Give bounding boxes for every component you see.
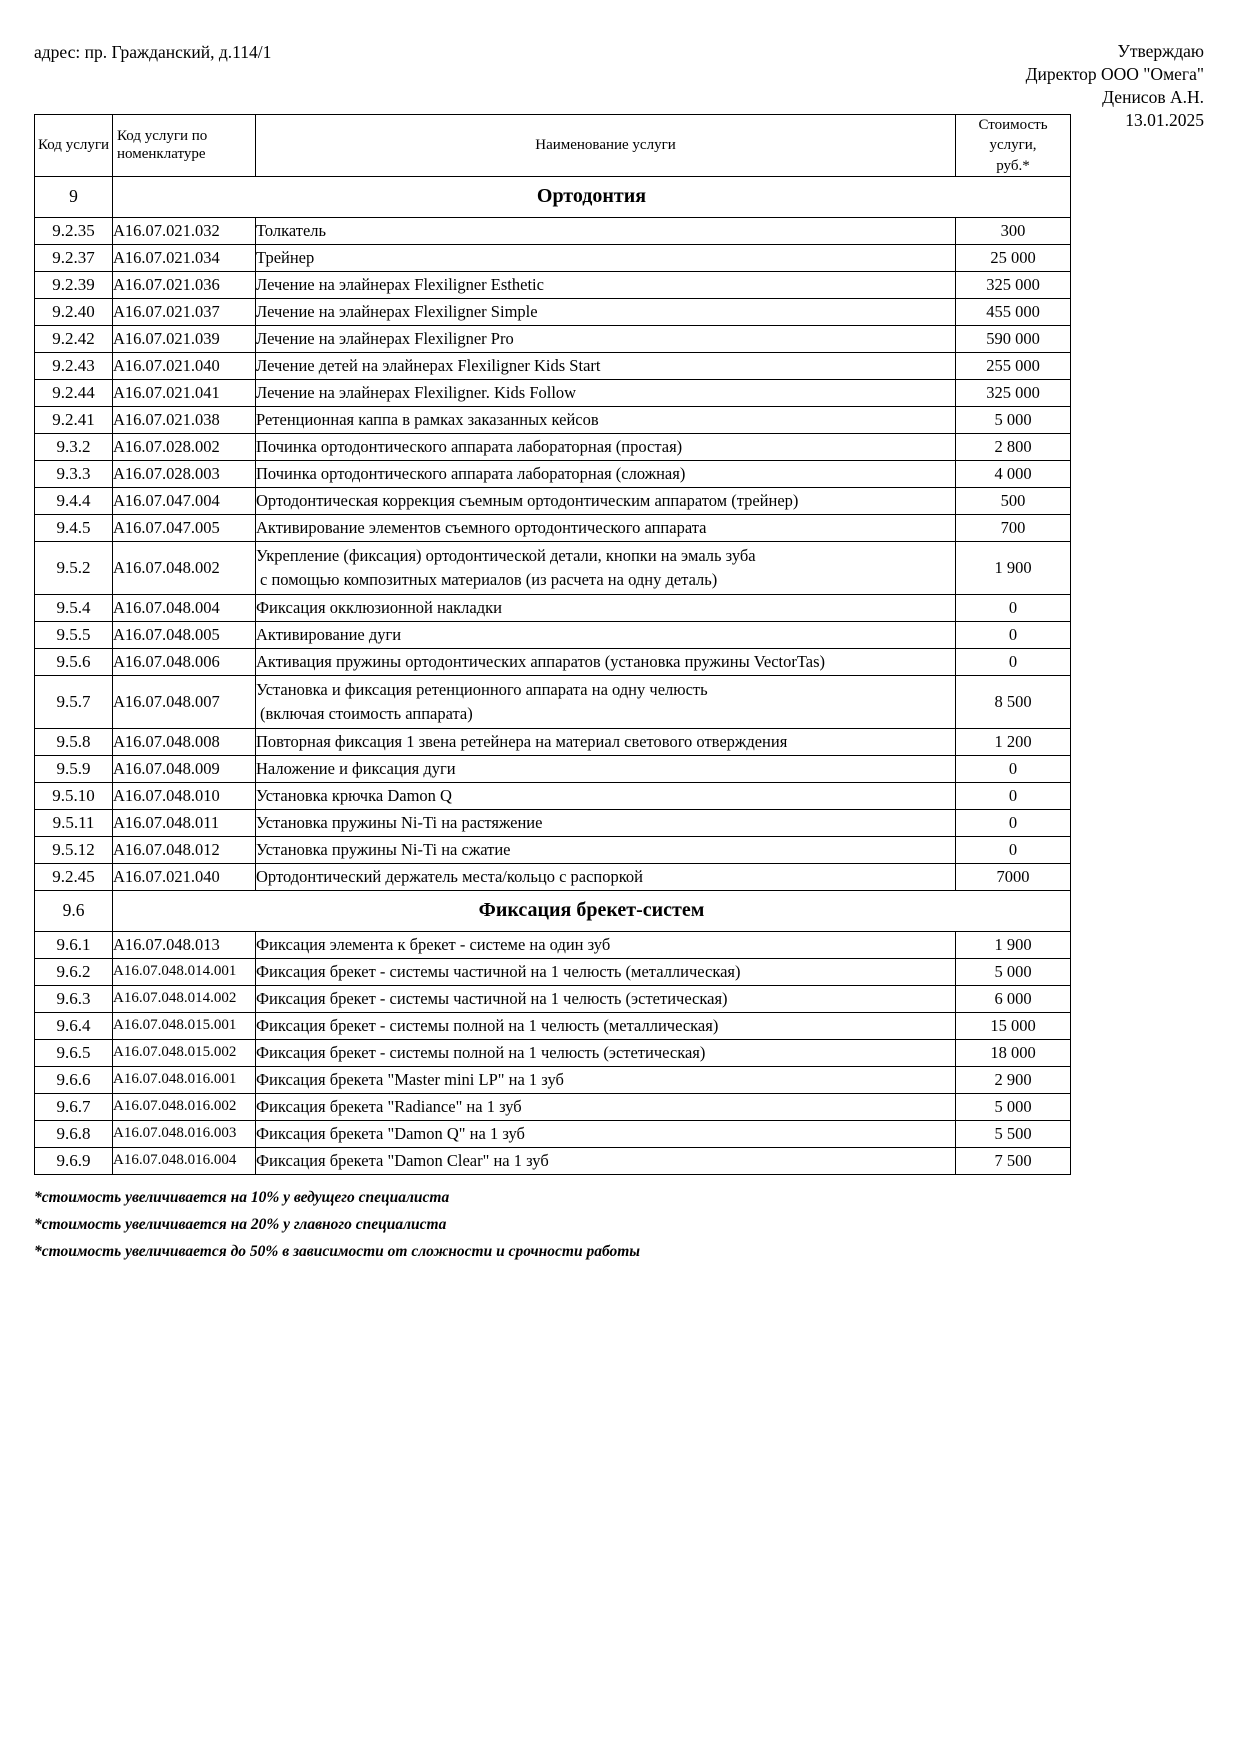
- section-code: 9: [35, 176, 113, 217]
- service-nomenclature-code: А16.07.048.014.002: [113, 985, 256, 1012]
- table-row: [35, 1147, 1071, 1174]
- service-price: 5 000: [956, 1093, 1071, 1120]
- service-name-cell: [256, 809, 956, 836]
- service-code: 9.5.9: [35, 755, 113, 782]
- service-code: 9.2.37: [35, 244, 113, 271]
- service-name: Наложение и фиксация дуги: [256, 758, 456, 778]
- service-name: Лечение на элайнерах Flexiligner Simple: [256, 301, 538, 321]
- service-name: Фиксация брекет - системы частичной на 1 челюсть (металлическая): [256, 961, 741, 981]
- service-name: Фиксация окклюзионной накладки: [256, 597, 502, 617]
- table-row: [35, 460, 1071, 487]
- table-row: [35, 352, 1071, 379]
- service-code: 9.6.2: [35, 958, 113, 985]
- table-header-row: [35, 115, 1071, 177]
- table-row: [35, 433, 1071, 460]
- table-row: [35, 514, 1071, 541]
- footnote-1: *стоимость увеличивается на 20% у главного специалиста: [34, 1215, 447, 1233]
- service-price: 0: [956, 648, 1071, 675]
- service-price: 6 000: [956, 985, 1071, 1012]
- service-name-cell: [256, 1120, 956, 1147]
- table-row: [35, 782, 1071, 809]
- table-row: [35, 1066, 1071, 1093]
- table-row: [35, 621, 1071, 648]
- service-code: 9.6.3: [35, 985, 113, 1012]
- service-name-cell: [256, 755, 956, 782]
- column-header-nomenclature-line1: Код услуги по: [117, 128, 208, 145]
- service-nomenclature-code: А16.07.048.015.001: [113, 1012, 256, 1039]
- table-row: [35, 487, 1071, 514]
- service-name: Установка крючка Damon Q: [256, 785, 452, 805]
- table-row: [35, 406, 1071, 433]
- service-name-cell: [256, 541, 956, 594]
- table-row: [35, 648, 1071, 675]
- service-price: 2 900: [956, 1066, 1071, 1093]
- table-row: [35, 541, 1071, 594]
- service-price: 8 500: [956, 675, 1071, 728]
- service-nomenclature-code: А16.07.047.005: [113, 514, 256, 541]
- service-code: 9.4.4: [35, 487, 113, 514]
- service-price: 1 900: [956, 541, 1071, 594]
- service-nomenclature-code: А16.07.048.006: [113, 648, 256, 675]
- service-name-cell: [256, 325, 956, 352]
- section-row: [35, 890, 1071, 931]
- service-name: Установка пружины Ni-Ti на растяжение: [256, 812, 543, 832]
- service-name: Фиксация элемента к брекет - системе на один зуб: [256, 934, 611, 954]
- service-price: 455 000: [956, 298, 1071, 325]
- section-title: Ортодонтия: [113, 176, 1071, 217]
- service-name-cell: [256, 514, 956, 541]
- service-price: 7 500: [956, 1147, 1071, 1174]
- service-nomenclature-code: А16.07.048.007: [113, 675, 256, 728]
- service-price: 0: [956, 836, 1071, 863]
- service-nomenclature-code: А16.07.021.041: [113, 379, 256, 406]
- service-name: Починка ортодонтического аппарата лабораторная (простая): [256, 436, 683, 456]
- service-name-line2: (включая стоимость аппарата): [260, 703, 473, 723]
- service-name: Ретенционная каппа в рамках заказанных кейсов: [256, 409, 599, 429]
- table-body: [35, 176, 1071, 1174]
- service-price: 0: [956, 621, 1071, 648]
- approval-line-0: Утверждаю: [1117, 41, 1204, 61]
- service-code: 9.5.12: [35, 836, 113, 863]
- table-row: [35, 985, 1071, 1012]
- table-row: [35, 1039, 1071, 1066]
- service-code: 9.3.3: [35, 460, 113, 487]
- table-row: [35, 379, 1071, 406]
- approval-line-3: 13.01.2025: [1125, 110, 1204, 131]
- service-name-cell: [256, 1039, 956, 1066]
- service-name: Починка ортодонтического аппарата лабораторная (сложная): [256, 463, 686, 483]
- service-price: 590 000: [956, 325, 1071, 352]
- service-name-cell: [256, 782, 956, 809]
- service-name-cell: [256, 1093, 956, 1120]
- service-name: Фиксация брекета "Damon Clear" на 1 зуб: [256, 1150, 549, 1170]
- service-code: 9.5.5: [35, 621, 113, 648]
- column-header-nomenclature-line2: номенклатуре: [117, 146, 206, 163]
- table-header: [35, 115, 1071, 177]
- service-name-cell: [256, 836, 956, 863]
- service-name-cell: [256, 1147, 956, 1174]
- service-nomenclature-code: А16.07.021.038: [113, 406, 256, 433]
- service-name-cell: [256, 863, 956, 890]
- service-name-cell: [256, 728, 956, 755]
- service-nomenclature-code: А16.07.048.016.002: [113, 1093, 256, 1120]
- service-code: 9.2.43: [35, 352, 113, 379]
- service-name-cell: [256, 217, 956, 244]
- service-price: 5 500: [956, 1120, 1071, 1147]
- table-row: [35, 217, 1071, 244]
- section-code: 9.6: [35, 890, 113, 931]
- service-name-cell: [256, 931, 956, 958]
- table-row: [35, 271, 1071, 298]
- service-name-cell: [256, 487, 956, 514]
- service-name-cell: [256, 379, 956, 406]
- service-code: 9.6.1: [35, 931, 113, 958]
- service-code: 9.5.6: [35, 648, 113, 675]
- service-name-cell: [256, 958, 956, 985]
- service-price: 500: [956, 487, 1071, 514]
- table-row: [35, 675, 1071, 728]
- service-name: Лечение на элайнерах Flexiligner Esthetic: [256, 274, 544, 294]
- service-name-cell: [256, 298, 956, 325]
- service-price: 2 800: [956, 433, 1071, 460]
- service-name: Трейнер: [256, 247, 315, 267]
- service-price: 325 000: [956, 379, 1071, 406]
- service-name: Фиксация брекета "Radiance" на 1 зуб: [256, 1096, 522, 1116]
- service-nomenclature-code: А16.07.048.015.002: [113, 1039, 256, 1066]
- table-row: [35, 244, 1071, 271]
- service-code: 9.2.39: [35, 271, 113, 298]
- service-code: 9.3.2: [35, 433, 113, 460]
- service-nomenclature-code: А16.07.047.004: [113, 487, 256, 514]
- service-price: 15 000: [956, 1012, 1071, 1039]
- service-nomenclature-code: А16.07.048.009: [113, 755, 256, 782]
- service-nomenclature-code: А16.07.048.016.003: [113, 1120, 256, 1147]
- service-code: 9.6.5: [35, 1039, 113, 1066]
- service-nomenclature-code: А16.07.048.010: [113, 782, 256, 809]
- service-nomenclature-code: А16.07.048.013: [113, 931, 256, 958]
- service-price: 4 000: [956, 460, 1071, 487]
- service-name-cell: [256, 675, 956, 728]
- service-nomenclature-code: А16.07.021.040: [113, 863, 256, 890]
- service-name-cell: [256, 594, 956, 621]
- service-name: Толкатель: [256, 220, 327, 240]
- service-code: 9.2.44: [35, 379, 113, 406]
- service-name: Укрепление (фиксация) ортодонтической детали, кнопки на эмаль зуба: [256, 545, 756, 565]
- service-nomenclature-code: А16.07.021.034: [113, 244, 256, 271]
- service-name: Ортодонтический держатель места/кольцо с распоркой: [256, 866, 644, 886]
- section-title: Фиксация брекет-систем: [113, 890, 1071, 931]
- table-row: [35, 958, 1071, 985]
- service-code: 9.6.4: [35, 1012, 113, 1039]
- approval-line-1: Директор ООО "Омега": [1025, 64, 1204, 85]
- service-price: 1 900: [956, 931, 1071, 958]
- service-nomenclature-code: А16.07.048.014.001: [113, 958, 256, 985]
- table-row: [35, 755, 1071, 782]
- service-nomenclature-code: А16.07.028.002: [113, 433, 256, 460]
- service-price: 700: [956, 514, 1071, 541]
- service-name: Лечение детей на элайнерах Flexiligner Kids Start: [256, 355, 601, 375]
- approval-line-2: Денисов А.Н.: [1102, 87, 1204, 108]
- service-code: 9.2.41: [35, 406, 113, 433]
- table-row: [35, 1012, 1071, 1039]
- table-row: [35, 836, 1071, 863]
- service-name-cell: [256, 271, 956, 298]
- service-name: Лечение на элайнерах Flexiligner Pro: [256, 328, 514, 348]
- service-code: 9.6.7: [35, 1093, 113, 1120]
- service-name: Повторная фиксация 1 звена ретейнера на материал светового отверждения: [256, 731, 788, 751]
- service-code: 9.5.4: [35, 594, 113, 621]
- service-code: 9.6.9: [35, 1147, 113, 1174]
- service-nomenclature-code: А16.07.021.039: [113, 325, 256, 352]
- table-row: [35, 298, 1071, 325]
- table-row: [35, 1093, 1071, 1120]
- service-name: Фиксация брекет - системы частичной на 1 челюсть (эстетическая): [256, 988, 728, 1008]
- service-nomenclature-code: А16.07.048.011: [113, 809, 256, 836]
- service-name-line2: с помощью композитных материалов (из расчета на одну деталь): [260, 569, 718, 589]
- service-code: 9.2.40: [35, 298, 113, 325]
- service-price: 325 000: [956, 271, 1071, 298]
- service-price: 18 000: [956, 1039, 1071, 1066]
- service-nomenclature-code: А16.07.048.002: [113, 541, 256, 594]
- service-code: 9.5.11: [35, 809, 113, 836]
- service-price: 255 000: [956, 352, 1071, 379]
- service-code: 9.5.10: [35, 782, 113, 809]
- service-name-cell: [256, 1012, 956, 1039]
- service-nomenclature-code: А16.07.048.005: [113, 621, 256, 648]
- service-nomenclature-code: А16.07.021.037: [113, 298, 256, 325]
- table-row: [35, 931, 1071, 958]
- approval-block: [1026, 40, 1204, 132]
- service-name: Активирование элементов съемного ортодонтического аппарата: [256, 517, 707, 537]
- service-code: 9.5.2: [35, 541, 113, 594]
- service-price: 0: [956, 594, 1071, 621]
- service-nomenclature-code: А16.07.021.032: [113, 217, 256, 244]
- service-price: 300: [956, 217, 1071, 244]
- service-code: 9.2.42: [35, 325, 113, 352]
- table-row: [35, 594, 1071, 621]
- service-price: 0: [956, 809, 1071, 836]
- service-code: 9.6.8: [35, 1120, 113, 1147]
- service-name-cell: [256, 1066, 956, 1093]
- service-code: 9.6.6: [35, 1066, 113, 1093]
- service-name-cell: [256, 621, 956, 648]
- column-header-service-name: Наименование услуги: [256, 115, 956, 177]
- footnote-2: *стоимость увеличивается до 50% в зависимости от сложности и срочности работы: [34, 1243, 641, 1260]
- service-name: Установка пружины Ni-Ti на сжатие: [256, 839, 511, 859]
- service-code: 9.2.35: [35, 217, 113, 244]
- service-price: 5 000: [956, 406, 1071, 433]
- service-name-cell: [256, 406, 956, 433]
- service-name-cell: [256, 433, 956, 460]
- service-name: Активирование дуги: [256, 624, 402, 644]
- service-name: Установка и фиксация ретенционного аппарата на одну челюсть: [256, 679, 708, 699]
- service-code: 9.2.45: [35, 863, 113, 890]
- service-name-cell: [256, 460, 956, 487]
- service-code: 9.4.5: [35, 514, 113, 541]
- column-header-nomenclature: [113, 115, 256, 177]
- column-header-price-line2: руб.*: [996, 157, 1030, 174]
- service-price: 25 000: [956, 244, 1071, 271]
- service-name: Лечение на элайнерах Flexiligner. Kids Follow: [256, 382, 577, 402]
- service-nomenclature-code: А16.07.028.003: [113, 460, 256, 487]
- service-name: Ортодонтическая коррекция съемным ортодонтическим аппаратом (трейнер): [256, 490, 799, 510]
- service-name: Фиксация брекет - системы полной на 1 челюсть (металлическая): [256, 1015, 719, 1035]
- service-code: 9.5.8: [35, 728, 113, 755]
- service-name-cell: [256, 352, 956, 379]
- column-header-price-line1: Стоимость услуги,: [978, 117, 1048, 154]
- footnote-0: *стоимость увеличивается на 10% у ведущего специалиста: [34, 1188, 450, 1206]
- service-name: Фиксация брекета "Master mini LP" на 1 зуб: [256, 1069, 564, 1089]
- service-price: 5 000: [956, 958, 1071, 985]
- service-price: 0: [956, 755, 1071, 782]
- service-name: Фиксация брекет - системы полной на 1 челюсть (эстетическая): [256, 1042, 706, 1062]
- section-row: [35, 176, 1071, 217]
- service-nomenclature-code: А16.07.048.016.004: [113, 1147, 256, 1174]
- document-header: [34, 0, 1206, 131]
- service-nomenclature-code: А16.07.048.012: [113, 836, 256, 863]
- service-name: Активация пружины ортодонтических аппаратов (установка пружины VectorTas): [256, 651, 826, 671]
- service-name-cell: [256, 648, 956, 675]
- service-nomenclature-code: А16.07.021.040: [113, 352, 256, 379]
- service-name: Фиксация брекета "Damon Q" на 1 зуб: [256, 1123, 525, 1143]
- price-list-table: [34, 114, 1071, 1175]
- service-code: 9.5.7: [35, 675, 113, 728]
- service-nomenclature-code: А16.07.021.036: [113, 271, 256, 298]
- table-row: [35, 809, 1071, 836]
- column-header-code: Код услуги: [35, 115, 113, 177]
- table-row: [35, 325, 1071, 352]
- service-price: 0: [956, 782, 1071, 809]
- table-row: [35, 728, 1071, 755]
- table-row: [35, 1120, 1071, 1147]
- service-name-cell: [256, 985, 956, 1012]
- table-row: [35, 863, 1071, 890]
- service-nomenclature-code: А16.07.048.008: [113, 728, 256, 755]
- service-price: 7000: [956, 863, 1071, 890]
- service-nomenclature-code: А16.07.048.016.001: [113, 1066, 256, 1093]
- clinic-address: адрес: пр. Гражданский, д.114/1: [34, 42, 272, 62]
- service-name-cell: [256, 244, 956, 271]
- service-price: 1 200: [956, 728, 1071, 755]
- service-nomenclature-code: А16.07.048.004: [113, 594, 256, 621]
- footnotes: [34, 1184, 1206, 1265]
